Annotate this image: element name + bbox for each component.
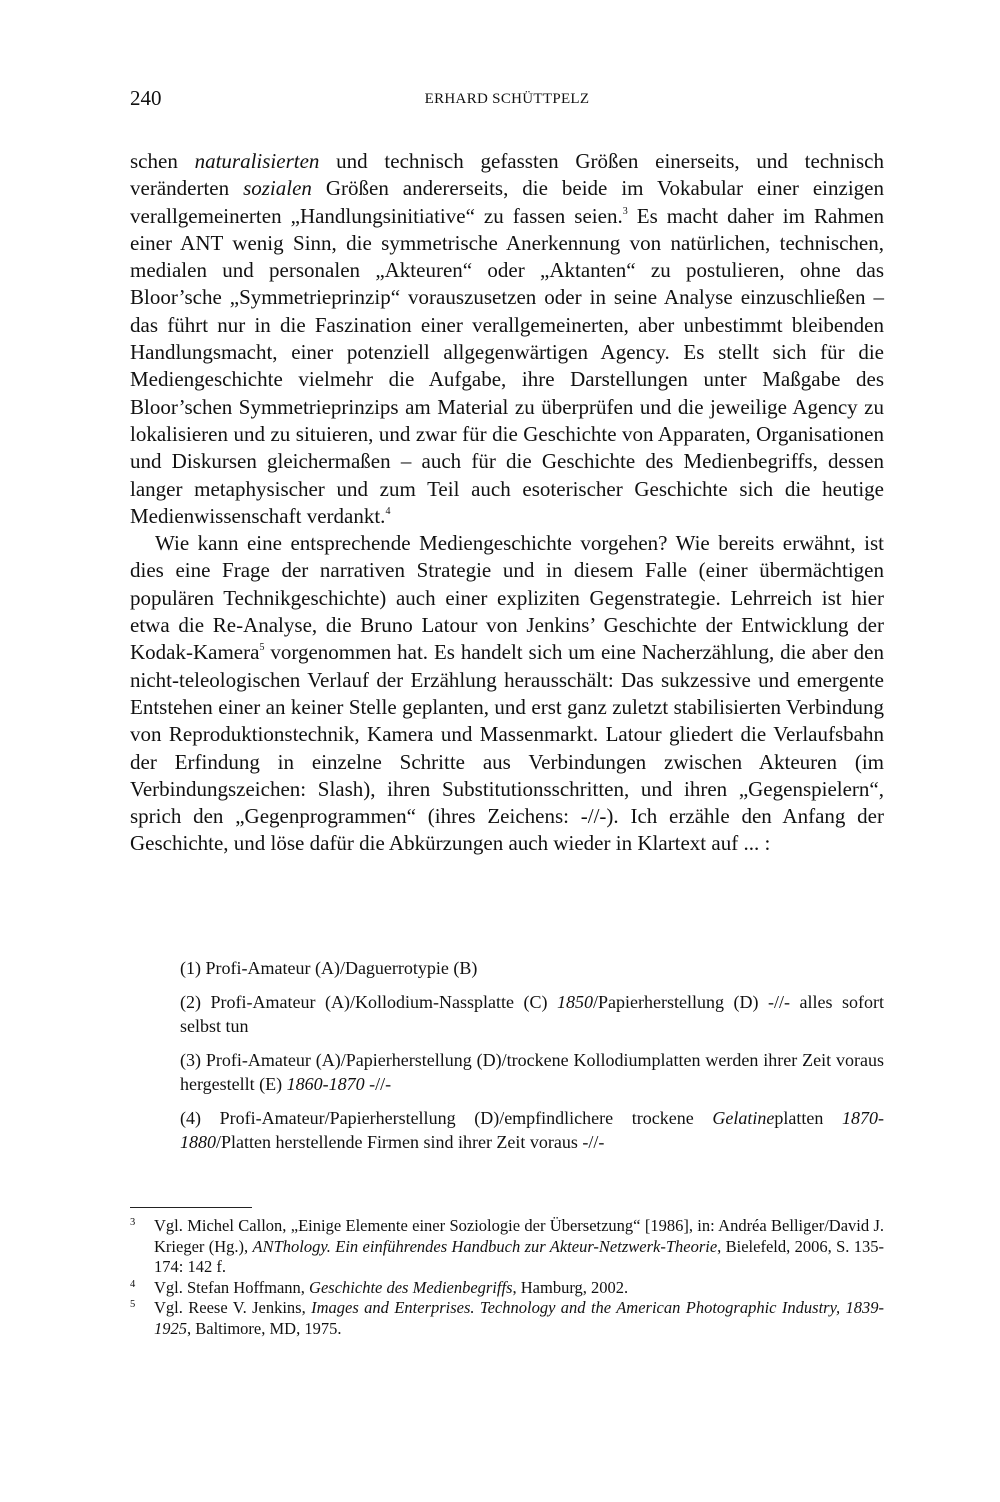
- emphasis: ANThology. Ein einführendes Handbuch zur Akteur-Netzwerk-Theorie: [252, 1236, 718, 1256]
- list-item: (1) Profi-Amateur (A)/Daguerrotypie (B): [180, 958, 478, 978]
- footnote-number: 3: [130, 1217, 136, 1228]
- paragraph: schen naturalisierten und technisch gefassten Größen einerseits, und technisch veränderten sozialen Größen andererseits, die beide im Vokabular einer einzigen verallgemeinerten „Handlungsinitiative“ zu fassen seien.$^3$ Es macht daher im Rahmen einer ANT wenig Sinn, die symmetrische Anerkennung von natürlichen, technischen, medialen und personalen „Akteuren“ oder „Aktanten“ zu postulieren, ohne das Bloor’sche „Symmetrieprinzip“ vorauszusetzen oder in seine Analyse einzuschließen – das führt nur in die Faszination einer verallgemeinerten, aber unbestimmt bleibenden Handlungsmacht, einer potenziell allgegenwärtigen Agency. Es stellt sich für die Mediengeschichte vielmehr die Aufgabe, ihre Darstellungen unter Maßgabe des Bloor’schen Symmetrieprinzips am Material zu überprüfen und die jeweilige Agency zu lokalisieren und zu situieren, und zwar für die Geschichte von Apparaten, Organisationen und Diskursen gleichermaßen – auch für die Geschichte des Medienbegriffs, dessen langer metaphysischer und zum Teil auch esoterischer Geschichte sich die heutige Medienwissenschaft verdankt.$^4$: [130, 149, 884, 528]
- emphasis: 1860-1870: [286, 1074, 365, 1094]
- list-item: (2) Profi-Amateur (A)/Kollodium-Nassplatte (C) 1850/Papierherstellung (D) -//- alles sofort selbst tun: [180, 991, 884, 1036]
- footnote-reference[interactable]: 4: [385, 505, 391, 517]
- emphasis: sozialen: [243, 176, 312, 201]
- footnote-reference[interactable]: 5: [259, 642, 265, 654]
- footnote-divider: [130, 1207, 252, 1208]
- footnote: 5 Vgl. Reese V. Jenkins, Images and Enterprises. Technology and the American Photographic Industry, 1839-1925, Baltimore, MD, 1975.: [130, 1298, 884, 1339]
- footnote-number: 4: [130, 1278, 136, 1290]
- running-head: ERHARD SCHÜTTPELZ: [424, 91, 590, 107]
- paragraph: Wie kann eine entsprechende Mediengeschichte vorgehen? Wie bereits erwähnt, ist dies eine Frage der narrativen Strategie und in diesem Falle (einer übermächtigen populären Technikgeschichte) auch einer expliziten Gegenstrategie. Lehrreich ist hier etwa die Re-Analyse, die Bruno Latour von Jenkins’ Geschichte der Entwicklung der Kodak-Kamera$^5$ vorgenommen hat. Es handelt sich um eine Nacherzählung, die aber den nicht-teleologischen Verlauf der Erzählung herausschält: Das sukzessive und emergente Entstehen einer an keiner Stelle geplanten, und erst ganz zuletzt stabilisierten Verbindung von Reproduktionstechnik, Kamera und Massenmarkt. Latour gliedert die Verlaufsbahn der Erfindung in einzelne Schritte aus Verbindungen zwischen Akteuren (im Verbindungszeichen: Slash), ihren Substitutionsschritten, und ihren „Gegenspielern“, sprich den „Gegenprogrammen“ (ihres Zeichens: -//-). Ich erzähle den Anfang der Geschichte, und löse dafür die Abkürzungen auch wieder in Klartext auf ... :: [130, 531, 884, 856]
- page-header: [130, 86, 884, 120]
- page-number: 240: [130, 86, 162, 110]
- footnote-number: 5: [130, 1299, 136, 1310]
- footnotes: [130, 1216, 884, 1339]
- footnote: 4 Vgl. Stefan Hoffmann, Geschichte des Medienbegriffs, Hamburg, 2002.: [130, 1278, 884, 1299]
- emphasis: Geschichte des Medienbegriffs: [309, 1277, 513, 1297]
- footnote-reference[interactable]: 3: [622, 205, 628, 217]
- step-list: [180, 956, 884, 1164]
- emphasis: 1870-1880: [180, 1107, 884, 1152]
- emphasis: 1850: [557, 991, 593, 1012]
- list-item: (3) Profi-Amateur (A)/Papierherstellung (D)/trockene Kollodiumplatten werden ihrer Zeit voraus hergestellt (E) 1860-1870 -//-: [180, 1049, 884, 1094]
- emphasis: naturalisierten: [194, 149, 320, 173]
- emphasis: Gelatine: [712, 1107, 775, 1128]
- footnote: 3 Vgl. Michel Callon, „Einige Elemente einer Soziologie der Übersetzung“ [1986], in: Andréa Belliger/David J. Krieger (Hg.), ANThology. Ein einführendes Handbuch zur Akteur-Netzwerk-Theorie, Bielefeld, 2006, S. 135-174: 142 f.: [130, 1216, 884, 1278]
- emphasis: Images and Enterprises. Technology and the American Photographic Industry, 1839-1925: [154, 1298, 885, 1338]
- body-text: [130, 148, 884, 858]
- list-item: (4) Profi-Amateur/Papierherstellung (D)/empfindlichere trockene Gelatineplatten 1870-1880/Platten herstellende Firmen sind ihrer Zeit voraus -//-: [180, 1107, 884, 1152]
